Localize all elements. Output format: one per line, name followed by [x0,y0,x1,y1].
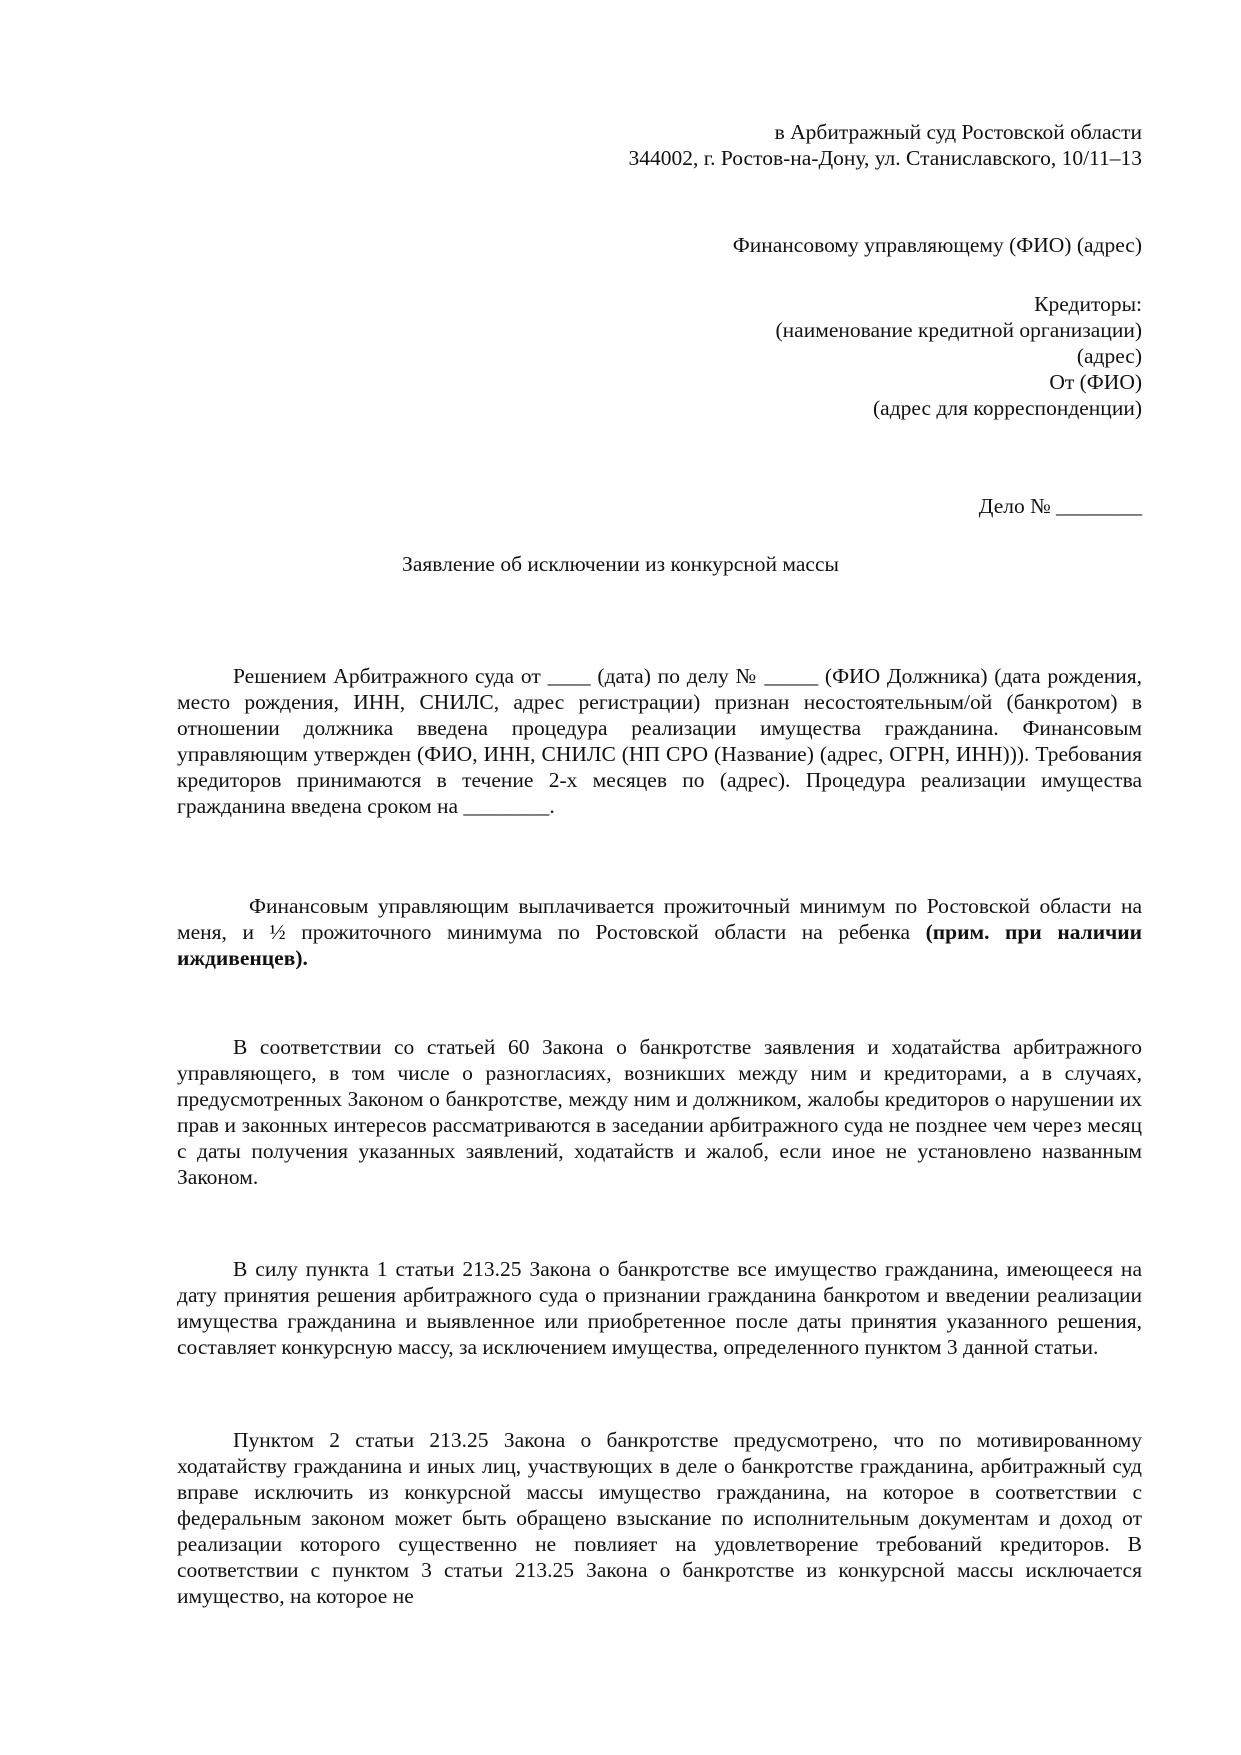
case-number: Дело № ________ [978,494,1142,518]
creditors-heading: Кредиторы: [1034,292,1142,316]
applicant-name: От (ФИО) [1049,370,1142,394]
creditors-block [776,291,1142,421]
creditor-organization: (наименование кредитной организации) [775,318,1142,342]
paragraph-subsistence-minimum [177,893,1142,971]
dependents-note: (прим. при наличии иждивенцев). [177,920,1142,970]
court-address: 344002, г. Ростов-на-Дону, ул. Станиславского, 10/11–13 [628,146,1142,170]
paragraph-article-213-25-p1: В силу пункта 1 статьи 213.25 Закона о банкротстве все имущество гражданина, имеющееся на дату принятия решения арбитражного суда о признании гражданина банкротом и введении реализации имущества гражданина и выявленное или приобретенное после даты принятия указанного решения, составляет конкурсную массу, за исключением имущества, определенного пунктом 3 данной статьи. [177,1257,1142,1359]
paragraph-article-213-25-p2: Пунктом 2 статьи 213.25 Закона о банкротстве предусмотрено, что по мотивированному ходатайству гражданина и иных лиц, участвующих в деле о банкротстве гражданина, арбитражный суд вправе исключить из конкурсной массы имущество гражданина, на которое в соответствии с федеральным законом может быть обращено взыскание по исполнительным документам и доход от реализации которого существенно не повлияет на удовлетворение требований кредиторов. В соответствии с пунктом 3 статьи 213.25 Закона о банкротстве из конкурсной массы исключается имущество, на которое не [177,1428,1142,1608]
court-address-block [628,119,1142,171]
paragraph-article-60: В соответствии со статьей 60 Закона о банкротстве заявления и ходатайства арбитражного управляющего, в том числе о разногласиях, возникших между ним и кредиторами, а в случаях, предусмотренных Законом о банкротстве, между ним и должником, жалобы кредиторов о нарушении их прав и законных интересов рассматриваются в заседании арбитражного суда не позднее чем через месяц с даты получения указанных заявлений, ходатайств и жалоб, если иное не установлено названным Законом. [177,1035,1142,1189]
financial-manager-block [733,232,1142,258]
court-name: в Арбитражный суд Ростовской области [774,120,1142,144]
document-title: Заявление об исключении из конкурсной массы [402,552,839,576]
creditor-address: (адрес) [1076,344,1142,368]
financial-manager-line: Финансовому управляющему (ФИО) (адрес) [732,233,1142,257]
applicant-address: (адрес для корреспонденции) [873,396,1142,420]
paragraph-decision: Решением Арбитражного суда от ____ (дата) по делу № _____ (ФИО Должника) (дата рождения, место рождения, ИНН, СНИЛС, адрес регистрации) признан несостоятельным/ой (банкротом) в отношении должника введена процедура реализации имущества гражданина. Финансовым управляющим утвержден (ФИО, ИНН, СНИЛС (НП СРО (Название) (адрес, ОГРН, ИНН))). Требования кредиторов принимаются в течение 2-х месяцев по (адрес). Процедура реализации имущества гражданина введена сроком на ________. [177,664,1142,818]
paragraph-subsistence-text: Финансовым управляющим выплачивается прожиточный минимум по Ростовской области на меня, и ½ прожиточного минимума по Ростовской области на ребенка [177,894,1142,944]
